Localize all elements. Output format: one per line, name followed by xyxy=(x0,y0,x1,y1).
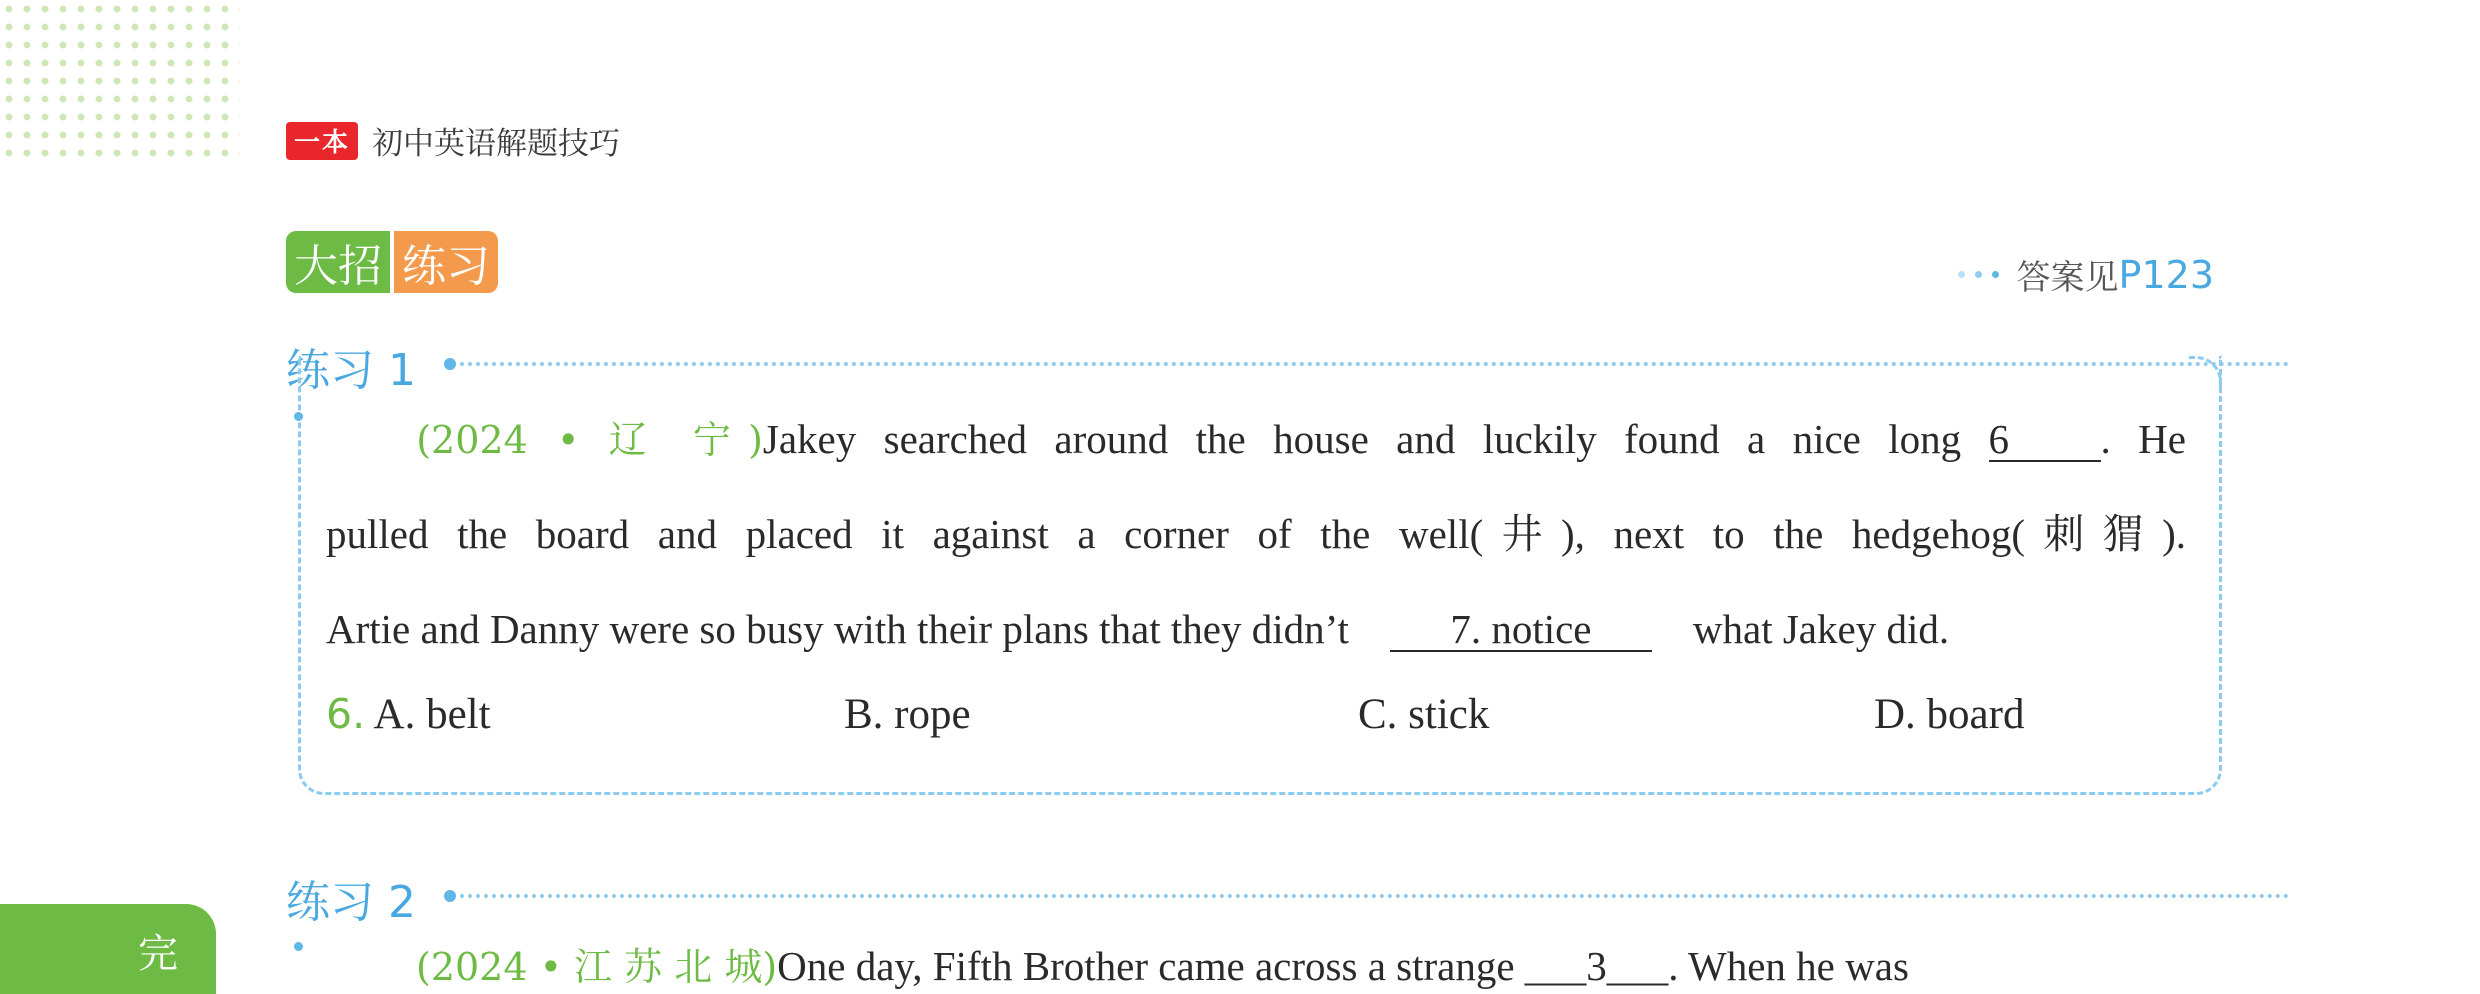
book-logo: 一本 xyxy=(286,122,358,160)
answer-reference xyxy=(1958,250,2214,299)
passage-line-3-end: what Jakey did. xyxy=(1692,606,1950,652)
exercise-2-text: One day, Fifth Brother came across a strange ___3___. When he was xyxy=(777,943,1909,989)
exercise-2-label: 练习 2 xyxy=(286,877,416,928)
dots-decoration xyxy=(1958,271,1999,278)
passage-line-3-start: Artie and Danny were so busy with their plans that they didn’t xyxy=(326,606,1349,652)
badge-part-practice: 练习 xyxy=(394,231,498,293)
option-b[interactable]: B. rope xyxy=(844,691,971,738)
pin-marker-2 xyxy=(294,942,303,951)
question-source: (2024 • 辽 宁) xyxy=(416,418,763,462)
answer-page-link[interactable]: P123 xyxy=(2118,252,2214,297)
question-number: 6. xyxy=(326,690,366,738)
exercise-1-label: 练习 1 xyxy=(286,345,416,396)
book-title: 初中英语解题技巧 xyxy=(372,126,620,162)
section-badge xyxy=(286,231,498,293)
exercise-1-passage xyxy=(326,392,2186,677)
answer-blank-7[interactable]: 7. notice xyxy=(1390,608,1652,652)
passage-line-1 xyxy=(326,392,2186,487)
side-chapter-tab[interactable] xyxy=(0,904,216,994)
exercise-1-options xyxy=(326,690,2186,750)
passage-line-1-end: . He xyxy=(2100,416,2186,462)
option-c[interactable]: C. stick xyxy=(1358,691,1490,738)
badge-part-tips: 大招 xyxy=(286,231,390,293)
option-row xyxy=(326,690,491,739)
pin-marker-1 xyxy=(294,412,303,421)
exercise-2-source: (2024 • 江 苏 北 城) xyxy=(416,945,778,989)
passage-line-1-text: Jakey searched around the house and luckily found a nice long xyxy=(762,416,1962,462)
answer-blank-6[interactable]: 6 xyxy=(1989,418,2101,462)
side-tab-label: 完 xyxy=(138,931,178,977)
passage-line-2: pulled the board and placed it against a corner of the well(井), next to the hedgehog(刺猬). xyxy=(326,511,2186,557)
answer-reference-text: 答案见 xyxy=(2016,258,2119,298)
page-header xyxy=(286,118,620,163)
exercise-2-divider xyxy=(452,894,2290,898)
exercise-2-first-line xyxy=(416,936,1909,991)
passage-line-3 xyxy=(326,582,2186,677)
option-a[interactable]: A. belt xyxy=(373,691,491,738)
dot-pattern-decoration xyxy=(0,0,240,160)
option-d[interactable]: D. board xyxy=(1874,691,2025,738)
